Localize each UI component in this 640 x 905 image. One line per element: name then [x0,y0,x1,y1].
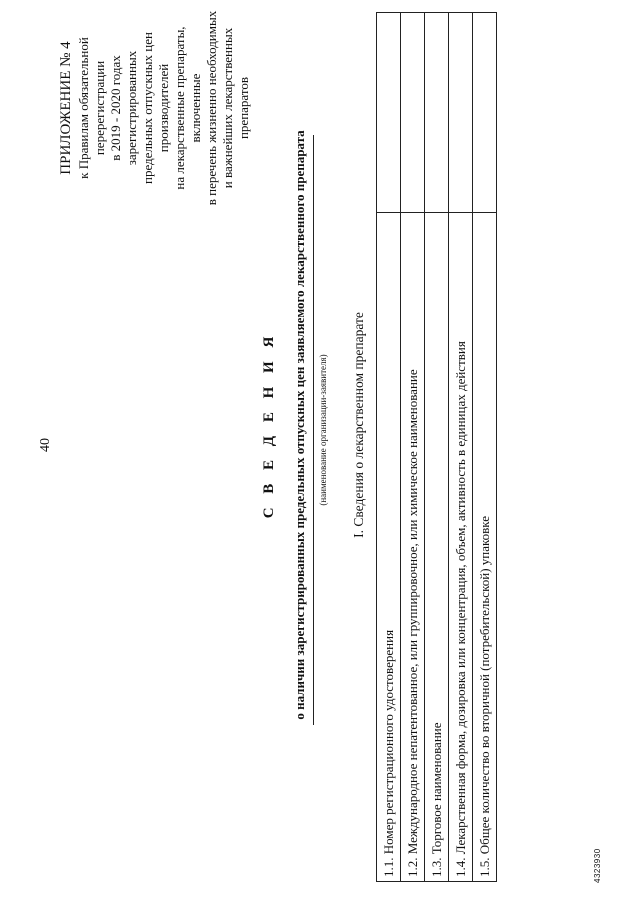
organization-name-caption: (наименование организации-заявителя) [318,354,328,506]
appendix-line: на лекарственные препараты, включенные [172,26,203,190]
table-row [449,13,473,882]
table-row [473,13,497,882]
appendix-line: и важнейших лекарственных препаратов [220,27,251,189]
row-label: 1.1. Номер регистрационного удостоверения [377,213,401,882]
row-value-cell [425,13,449,213]
row-label: 1.5. Общее количество во вторичной (потребительской) упаковке [473,213,497,882]
row-label: 1.3. Торговое наименование [425,213,449,882]
drug-info-table [376,12,497,882]
section-title: I. Сведения о лекарственном препарате [351,312,366,538]
page-number: 40 [38,438,53,452]
table-row [377,13,401,882]
appendix-line: в 2019 - 2020 годах зарегистрированных [108,50,139,166]
document-title: С В Е Д Е Н И Я [261,331,277,519]
document-heading [258,5,310,845]
row-label: 1.4. Лекарственная форма, дозировка или концентрация, объем, активность в единицах действия [449,213,473,882]
row-label: 1.2. Международное непатентованное, или группировочное, или химическое наименование [401,213,425,882]
table-row [425,13,449,882]
document-subtitle: о наличии зарегистрированных предельных отпускных цен заявляемого лекарственного препарата [292,130,307,720]
appendix-line: к Правилам обязательной перерегистрации [76,37,107,179]
table-row [401,13,425,882]
document-id: 4323930 [593,848,602,883]
organization-name-line [313,135,314,725]
row-value-cell [377,13,401,213]
row-value-cell [449,13,473,213]
appendix-line: предельных отпускных цен производителей [140,32,171,184]
appendix-title: ПРИЛОЖЕНИЕ № 4 [58,41,74,175]
row-value-cell [473,13,497,213]
appendix-line: в перечень жизненно необходимых [204,10,219,206]
row-value-cell [401,13,425,213]
appendix-block [57,0,252,218]
